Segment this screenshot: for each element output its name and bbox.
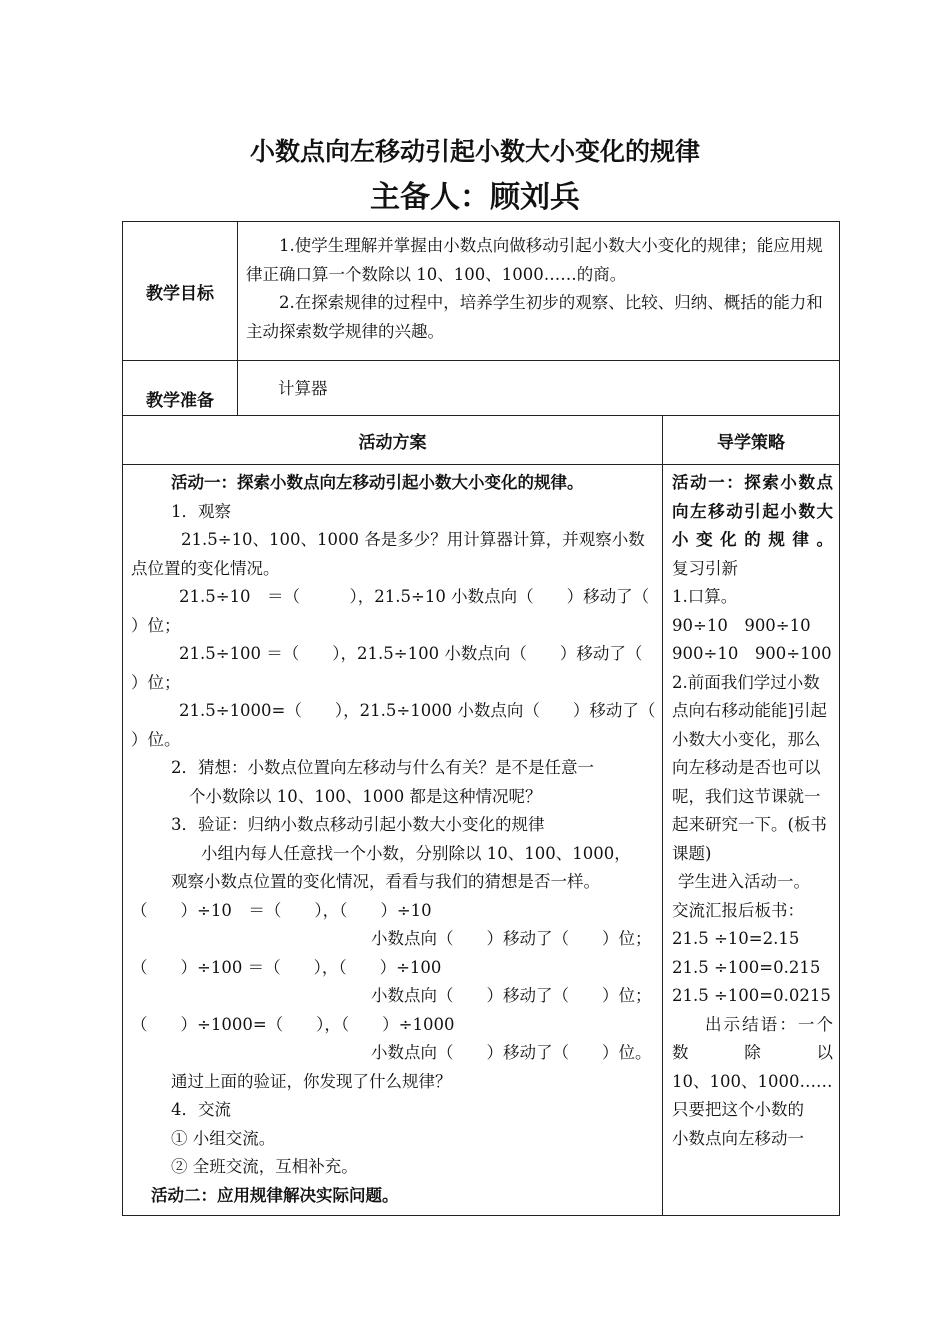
prep-label: 教学准备 (123, 361, 238, 416)
activity-line: ① 小组交流。 (171, 1128, 276, 1148)
strategy-line: 900÷10 900÷100 (672, 644, 832, 663)
activity-line: 3．验证：归纳小数点移动引起小数大小变化的规律 (171, 815, 545, 834)
activity-line: （ ）÷1000=（ ），（ ）÷1000 (131, 1014, 455, 1034)
goals-row (123, 222, 840, 361)
activity-line: ）位。 (131, 729, 181, 749)
goals-content (238, 222, 840, 361)
lesson-plan-table (122, 221, 840, 1216)
activity-line: 小数点向（ ）移动了（ ）位； (371, 986, 652, 1005)
activity-line: 4．交流 (171, 1100, 231, 1119)
strategy-line: 90÷10 900÷10 (672, 615, 811, 635)
activity-line: 活动二：应用规律解决实际问题。 (151, 1185, 399, 1205)
activity-line: 个小数除以 10、100、1000 都是这种情况呢？ (189, 786, 542, 806)
strategy-line: 2.前面我们学过小数点向右移动能能]引起小数大小变化，那么向左移动是否也可以呢，我们这节课就一起来研究一下。(板书课题) (672, 672, 827, 863)
strategy-line: 复习引新 (672, 558, 738, 578)
strategy-line: 只要把这个小数的 (672, 1100, 804, 1119)
activity-line: 21.5÷1000=（ ），21.5÷1000 小数点向（ ）移动了（ (179, 701, 656, 720)
activity-line: （ ）÷100 ＝（ ），（ ）÷100 (131, 957, 442, 977)
activity-line: 21.5÷10、100、1000 各是多少？用计算器计算，并观察小数 (181, 530, 645, 549)
strategy-line: 21.5 ÷10=2.15 (672, 929, 800, 948)
goal-2: 2.在探索规律的过程中，培养学生初步的观察、比较、归纳、概括的能力和主动探索数学规律的兴趣。 (246, 293, 823, 341)
activity-plan (123, 465, 663, 1216)
activity-line: 活动一：探索小数点向左移动引起小数大小变化的规律。 (171, 473, 584, 492)
goals-label: 教学目标 (123, 222, 238, 361)
strategy-line: 活动一：探索小数点向左移动引起小数大小变化的规律。 (672, 473, 833, 549)
prep-row (123, 361, 840, 416)
activity-line: ② 全班交流，互相补充。 (171, 1157, 358, 1176)
strategy-column (663, 465, 840, 1216)
content-row (123, 465, 840, 1216)
activity-line: 21.5÷100 ＝（ ），21.5÷100 小数点向（ ）移动了（ (179, 644, 643, 663)
activity-line: 1．观察 (171, 501, 231, 521)
activity-line: 小数点向（ ）移动了（ ）位； (371, 929, 652, 948)
strategy-line: 21.5 ÷100=0.215 (672, 957, 821, 977)
strategy-line: 交流汇报后板书： (672, 900, 804, 920)
goal-1: 1.使学生理解并掌握由小数点向做移动引起小数大小变化的规律；能应用规律正确口算一个数除以 10、100、1000……的商。 (246, 236, 823, 284)
activity-line: 小数点向（ ）移动了（ ）位。 (371, 1043, 652, 1062)
activity-header: 活动方案 (123, 416, 663, 465)
header-row (123, 416, 840, 465)
activity-line: 2．猜想：小数点位置向左移动与什么有关？是不是任意一 (171, 758, 594, 777)
author-line: 主备人：顾刘兵 (370, 180, 580, 215)
activity-line: ）位； (131, 615, 181, 635)
prep-value: 计算器 (238, 361, 840, 416)
activity-line: 观察小数点位置的变化情况，看看与我们的猜想是否一样。 (171, 872, 600, 891)
strategy-line: 10、100、1000…… (672, 1071, 833, 1091)
activity-line: （ ）÷10 ＝（ ），（ ）÷10 (131, 900, 432, 920)
activity-line: ）位； (131, 672, 181, 692)
activity-line: 21.5÷10 ＝（ ），21.5÷10 小数点向（ ）移动了（ (179, 587, 650, 606)
strategy-line: 学生进入活动一。 (678, 872, 810, 891)
strategy-line: 小数点向左移动一 (672, 1128, 804, 1148)
activity-line: 通过上面的验证，你发现了什么规律？ (171, 1071, 452, 1091)
activity-line: 点位置的变化情况。 (131, 558, 280, 578)
activity-line: 小组内每人任意找一个小数，分别除以 10、100、1000， (201, 843, 631, 863)
strategy-header: 导学策略 (663, 416, 840, 465)
strategy-line: 出示结语：一个数除以 (672, 1014, 833, 1062)
strategy-line: 1.口算。 (672, 587, 738, 606)
document-title: 小数点向左移动引起小数大小变化的规律 (249, 137, 700, 166)
strategy-line: 21.5 ÷100=0.0215 (672, 986, 831, 1005)
